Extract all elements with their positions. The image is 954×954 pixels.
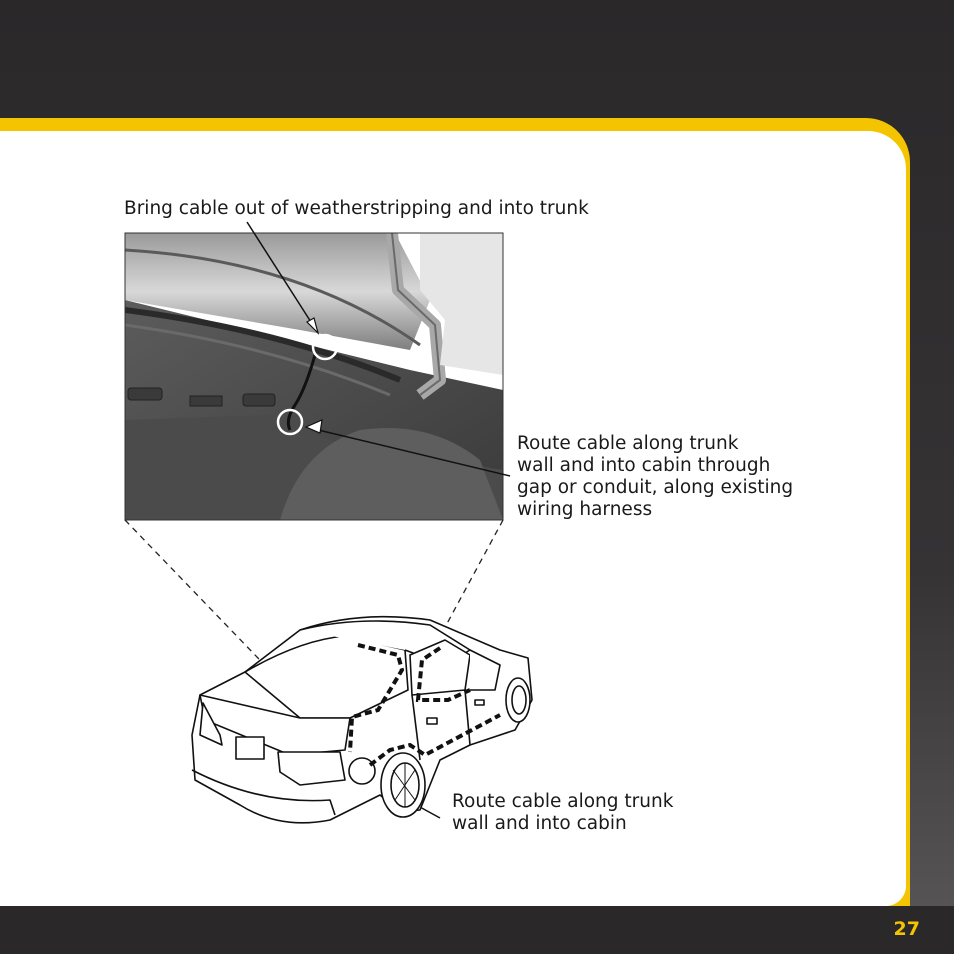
callout-right-line: Route cable along trunk bbox=[517, 433, 739, 454]
trunk-photo bbox=[125, 233, 503, 520]
callout-top: Bring cable out of weatherstripping and into trunk bbox=[124, 198, 589, 219]
callout-bottom bbox=[452, 791, 673, 835]
page-number: 27 bbox=[893, 918, 920, 940]
callout-right-line: gap or conduit, along existing bbox=[517, 477, 794, 498]
callout-bottom-line: wall and into cabin bbox=[452, 813, 627, 834]
callout-bottom-line: Route cable along trunk bbox=[452, 791, 674, 812]
callout-right bbox=[517, 433, 793, 521]
callout-right-line: wiring harness bbox=[517, 499, 653, 520]
callout-right-line: wall and into cabin through bbox=[517, 455, 771, 476]
